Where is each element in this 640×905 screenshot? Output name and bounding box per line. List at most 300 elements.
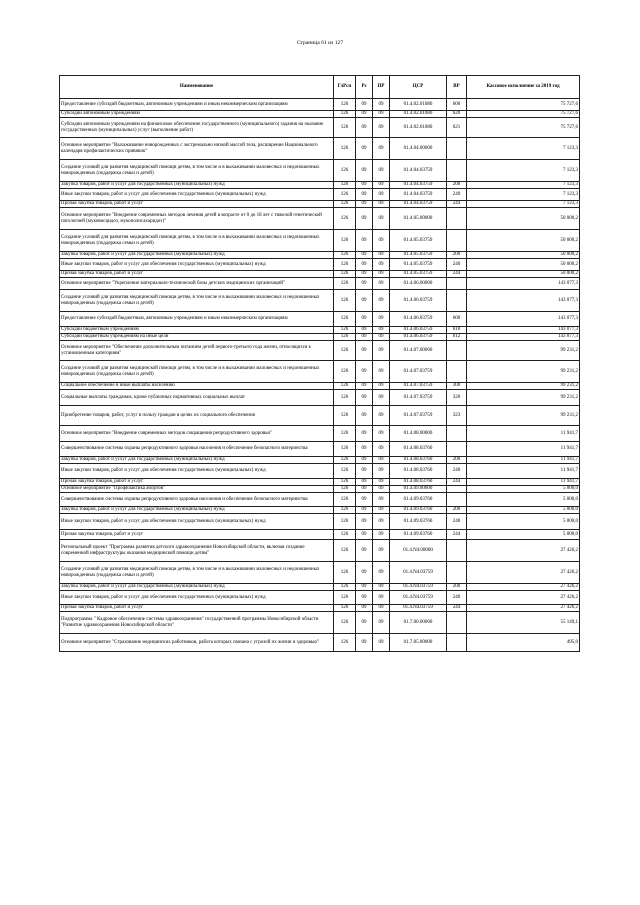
cell-grp: 126 bbox=[334, 189, 356, 201]
cell-rz: 09 bbox=[356, 271, 373, 278]
cell-csr: 01.4.09.00000 bbox=[390, 486, 447, 493]
table-row bbox=[60, 252, 580, 259]
table-row bbox=[60, 230, 580, 252]
table-row bbox=[60, 208, 580, 230]
cell-vr: 244 bbox=[447, 479, 467, 486]
cell-rz: 09 bbox=[356, 118, 373, 138]
cell-grp: 126 bbox=[334, 591, 356, 605]
cell-vr bbox=[447, 361, 467, 383]
cell-name: Создание условий для развития медицинской помощи детям, в том числе и в выхаживании маловесных и недоношенных новорожденных (поддержка семьи и детей) bbox=[60, 160, 334, 182]
cell-name: Закупка товаров, работ и услуг для государственных (муниципальных) нужд bbox=[60, 182, 334, 189]
table-row bbox=[60, 612, 580, 634]
cell-rz: 09 bbox=[356, 493, 373, 507]
table-row bbox=[60, 486, 580, 493]
cell-pr: 09 bbox=[373, 341, 390, 361]
cell-grp: 126 bbox=[334, 514, 356, 530]
table-row bbox=[60, 327, 580, 334]
table-row bbox=[60, 383, 580, 390]
cell-rz: 09 bbox=[356, 562, 373, 584]
cell-csr: 01.4.05.03759 bbox=[390, 230, 447, 252]
cell-grp: 126 bbox=[334, 493, 356, 507]
table-row bbox=[60, 591, 580, 605]
cell-grp: 126 bbox=[334, 457, 356, 464]
cell-vr: 244 bbox=[447, 530, 467, 540]
cell-csr: 01.4.05.00000 bbox=[390, 208, 447, 230]
cell-csr: 01.4.07.03759 bbox=[390, 406, 447, 426]
cell-name: Иные закупки товаров, работ и услуг для обеспечения государственных (муниципальных) нужд bbox=[60, 591, 334, 605]
cell-rz: 09 bbox=[356, 426, 373, 442]
table-row bbox=[60, 605, 580, 612]
cell-rz: 09 bbox=[356, 605, 373, 612]
cell-name: Региональный проект "Программа развития детского здравоохранения Новосибирской области, включая создание современной инфраструктуры оказания медицинской помощи детям" bbox=[60, 540, 334, 562]
cell-vr bbox=[447, 290, 467, 312]
cell-grp: 126 bbox=[334, 327, 356, 334]
cell-csr: 01.4.N4.03759 bbox=[390, 584, 447, 591]
cell-rz: 09 bbox=[356, 201, 373, 208]
cell-pr: 09 bbox=[373, 252, 390, 259]
cell-grp: 126 bbox=[334, 507, 356, 514]
table-row bbox=[60, 201, 580, 208]
cell-name: Субсидии бюджетным учреждениям на иные цели bbox=[60, 334, 334, 341]
cell-vr: 200 bbox=[447, 182, 467, 189]
cell-sum: 99 231,2 bbox=[467, 383, 580, 390]
cell-sum: 495,0 bbox=[467, 634, 580, 652]
cell-csr: 01.4.08.03760 bbox=[390, 464, 447, 479]
table-body bbox=[60, 99, 580, 652]
cell-grp: 126 bbox=[334, 99, 356, 111]
cell-vr: 600 bbox=[447, 99, 467, 111]
cell-rz: 09 bbox=[356, 341, 373, 361]
cell-name: Закупка товаров, работ и услуг для государственных (муниципальных) нужд bbox=[60, 584, 334, 591]
cell-vr: 200 bbox=[447, 457, 467, 464]
table-row bbox=[60, 271, 580, 278]
cell-pr: 09 bbox=[373, 514, 390, 530]
cell-name: Приобретение товаров, работ, услуг в пользу граждан в целях их социального обеспечения bbox=[60, 406, 334, 426]
cell-rz: 09 bbox=[356, 634, 373, 652]
cell-pr: 09 bbox=[373, 99, 390, 111]
cell-name: Социальное обеспечение и иные выплаты населению bbox=[60, 383, 334, 390]
cell-sum: 143 077,3 bbox=[467, 312, 580, 327]
cell-sum: 75 727,6 bbox=[467, 111, 580, 118]
cell-vr: 600 bbox=[447, 312, 467, 327]
cell-csr: 01.4.08.03760 bbox=[390, 479, 447, 486]
cell-vr bbox=[447, 562, 467, 584]
budget-execution-table bbox=[59, 75, 580, 652]
table-row bbox=[60, 312, 580, 327]
cell-vr: 200 bbox=[447, 252, 467, 259]
cell-rz: 09 bbox=[356, 111, 373, 118]
cell-vr bbox=[447, 612, 467, 634]
cell-name: Совершенствование системы охраны репродуктивного здоровья населения и обеспечение безопасного материнства bbox=[60, 442, 334, 457]
table-row bbox=[60, 99, 580, 111]
cell-sum: 50 000,2 bbox=[467, 208, 580, 230]
cell-sum: 27 426,2 bbox=[467, 591, 580, 605]
cell-name: Закупка товаров, работ и услуг для государственных (муниципальных) нужд bbox=[60, 252, 334, 259]
table-row bbox=[60, 562, 580, 584]
cell-sum: 5 000,0 bbox=[467, 486, 580, 493]
cell-rz: 09 bbox=[356, 230, 373, 252]
cell-csr: 01.4.06.03759 bbox=[390, 312, 447, 327]
cell-rz: 09 bbox=[356, 327, 373, 334]
cell-csr: 01.4.04.00000 bbox=[390, 138, 447, 160]
cell-pr: 09 bbox=[373, 383, 390, 390]
cell-vr bbox=[447, 486, 467, 493]
cell-rz: 09 bbox=[356, 259, 373, 271]
cell-grp: 126 bbox=[334, 605, 356, 612]
cell-grp: 126 bbox=[334, 160, 356, 182]
cell-vr: 244 bbox=[447, 271, 467, 278]
cell-sum: 5 000,0 bbox=[467, 493, 580, 507]
cell-name: Иные закупки товаров, работ и услуг для обеспечения государственных (муниципальных) нужд bbox=[60, 189, 334, 201]
cell-rz: 09 bbox=[356, 406, 373, 426]
cell-rz: 09 bbox=[356, 390, 373, 406]
table-row bbox=[60, 426, 580, 442]
cell-sum: 27 426,2 bbox=[467, 562, 580, 584]
cell-rz: 09 bbox=[356, 182, 373, 189]
cell-name: Основное мероприятие "Выхаживание новорожденных с экстремально низкой массой тела, расширение Национального календаря профилактических прививок" bbox=[60, 138, 334, 160]
cell-sum: 7 123,3 bbox=[467, 182, 580, 189]
cell-name: Подпрограмма " Кадровое обеспечение системы здравоохранения" государственной программы Новосибирской области "Развитие здравоохранения Новосибирской области" bbox=[60, 612, 334, 634]
cell-name: Прочая закупка товаров, работ и услуг bbox=[60, 479, 334, 486]
cell-rz: 09 bbox=[356, 486, 373, 493]
cell-name: Основное мероприятие "Профилактика абортов" bbox=[60, 486, 334, 493]
cell-pr: 09 bbox=[373, 271, 390, 278]
cell-sum: 5 000,0 bbox=[467, 530, 580, 540]
cell-vr bbox=[447, 278, 467, 290]
cell-sum: 11 941,7 bbox=[467, 464, 580, 479]
cell-csr: 01.4.06.03759 bbox=[390, 327, 447, 334]
cell-pr: 09 bbox=[373, 507, 390, 514]
cell-vr: 240 bbox=[447, 189, 467, 201]
cell-grp: 126 bbox=[334, 201, 356, 208]
cell-vr: 621 bbox=[447, 118, 467, 138]
cell-rz: 09 bbox=[356, 540, 373, 562]
cell-csr: 01.4.05.03759 bbox=[390, 252, 447, 259]
cell-sum: 11 941,7 bbox=[467, 457, 580, 464]
cell-pr: 09 bbox=[373, 208, 390, 230]
cell-pr: 09 bbox=[373, 230, 390, 252]
header-csr: ЦСР bbox=[390, 76, 447, 99]
cell-csr: 01.7.00.00000 bbox=[390, 612, 447, 634]
table-row bbox=[60, 390, 580, 406]
cell-vr: 200 bbox=[447, 507, 467, 514]
table-row bbox=[60, 507, 580, 514]
cell-grp: 126 bbox=[334, 390, 356, 406]
cell-name: Прочая закупка товаров, работ и услуг bbox=[60, 530, 334, 540]
cell-sum: 50 000,2 bbox=[467, 271, 580, 278]
cell-sum: 143 077,3 bbox=[467, 278, 580, 290]
table-row bbox=[60, 540, 580, 562]
cell-vr bbox=[447, 426, 467, 442]
cell-vr bbox=[447, 230, 467, 252]
cell-name: Основное мероприятие "Внедрение современных методов сокращения репродуктивного здоровья" bbox=[60, 426, 334, 442]
header-grp: ГлРсп bbox=[334, 76, 356, 99]
cell-csr: 01.4.06.00000 bbox=[390, 278, 447, 290]
table-row bbox=[60, 138, 580, 160]
cell-rz: 09 bbox=[356, 252, 373, 259]
cell-grp: 126 bbox=[334, 530, 356, 540]
cell-vr bbox=[447, 208, 467, 230]
table-row bbox=[60, 464, 580, 479]
cell-name: Субсидии автономным учреждениям на финансовое обеспечение государственного (муниципального) задания на оказание государственных (муниципальных) услуг (выполнение работ) bbox=[60, 118, 334, 138]
cell-name: Создание условий для развития медицинской помощи детям, в том числе и в выхаживании маловесных и недоношенных новорожденных (поддержка семьи и детей) bbox=[60, 562, 334, 584]
table-row bbox=[60, 189, 580, 201]
cell-pr: 09 bbox=[373, 278, 390, 290]
cell-rz: 09 bbox=[356, 208, 373, 230]
cell-sum: 99 231,2 bbox=[467, 361, 580, 383]
cell-pr: 09 bbox=[373, 111, 390, 118]
cell-grp: 126 bbox=[334, 312, 356, 327]
cell-sum: 143 077,3 bbox=[467, 327, 580, 334]
cell-grp: 126 bbox=[334, 479, 356, 486]
cell-grp: 126 bbox=[334, 562, 356, 584]
cell-grp: 126 bbox=[334, 383, 356, 390]
cell-name: Закупка товаров, работ и услуг для государственных (муниципальных) нужд bbox=[60, 507, 334, 514]
cell-pr: 09 bbox=[373, 442, 390, 457]
cell-sum: 99 231,2 bbox=[467, 406, 580, 426]
cell-sum: 99 231,2 bbox=[467, 390, 580, 406]
cell-csr: 01.4.09.03760 bbox=[390, 530, 447, 540]
cell-sum: 7 123,3 bbox=[467, 201, 580, 208]
cell-grp: 126 bbox=[334, 271, 356, 278]
cell-vr: 610 bbox=[447, 327, 467, 334]
table-row bbox=[60, 514, 580, 530]
cell-csr: 01.4.N4.00000 bbox=[390, 540, 447, 562]
cell-name: Прочая закупка товаров, работ и услуг bbox=[60, 201, 334, 208]
cell-rz: 09 bbox=[356, 361, 373, 383]
cell-sum: 50 000,2 bbox=[467, 259, 580, 271]
cell-vr bbox=[447, 160, 467, 182]
cell-sum: 7 123,3 bbox=[467, 160, 580, 182]
cell-sum: 27 426,2 bbox=[467, 605, 580, 612]
cell-vr: 200 bbox=[447, 584, 467, 591]
cell-vr: 240 bbox=[447, 259, 467, 271]
cell-sum: 5 000,0 bbox=[467, 507, 580, 514]
cell-csr: 01.4.09.03760 bbox=[390, 514, 447, 530]
cell-vr: 320 bbox=[447, 390, 467, 406]
cell-name: Основное мероприятие "Страхование медицинских работников, работа которых связана с угрозой их жизни и здоровью" bbox=[60, 634, 334, 652]
cell-rz: 09 bbox=[356, 584, 373, 591]
cell-pr: 09 bbox=[373, 530, 390, 540]
cell-csr: 01.4.04.03759 bbox=[390, 182, 447, 189]
cell-csr: 01.4.N4.03759 bbox=[390, 562, 447, 584]
cell-csr: 01.4.04.03759 bbox=[390, 189, 447, 201]
cell-pr: 09 bbox=[373, 457, 390, 464]
cell-vr: 323 bbox=[447, 406, 467, 426]
cell-grp: 126 bbox=[334, 634, 356, 652]
cell-grp: 126 bbox=[334, 182, 356, 189]
cell-pr: 09 bbox=[373, 182, 390, 189]
cell-vr bbox=[447, 138, 467, 160]
header-pr: ПР bbox=[373, 76, 390, 99]
cell-rz: 09 bbox=[356, 138, 373, 160]
cell-csr: 01.4.08.03760 bbox=[390, 457, 447, 464]
cell-csr: 01.4.05.03759 bbox=[390, 271, 447, 278]
cell-grp: 126 bbox=[334, 118, 356, 138]
cell-rz: 09 bbox=[356, 514, 373, 530]
table-row bbox=[60, 530, 580, 540]
cell-pr: 09 bbox=[373, 540, 390, 562]
cell-sum: 11 941,7 bbox=[467, 442, 580, 457]
cell-pr: 09 bbox=[373, 426, 390, 442]
cell-name: Прочая закупка товаров, работ и услуг bbox=[60, 605, 334, 612]
table-row bbox=[60, 160, 580, 182]
cell-vr bbox=[447, 493, 467, 507]
cell-grp: 126 bbox=[334, 361, 356, 383]
cell-grp: 126 bbox=[334, 290, 356, 312]
cell-name: Основное мероприятие "Внедрение современных методов лечения детей в возрасте от 0 до 18 лет с тяжелой генетической патологией (муковисцидоз, мукополисахаридоз)" bbox=[60, 208, 334, 230]
cell-grp: 126 bbox=[334, 584, 356, 591]
cell-name: Прочая закупка товаров, работ и услуг bbox=[60, 271, 334, 278]
table-row bbox=[60, 479, 580, 486]
cell-csr: 01.4.02.01080 bbox=[390, 118, 447, 138]
cell-rz: 09 bbox=[356, 189, 373, 201]
cell-csr: 01.4.04.03759 bbox=[390, 160, 447, 182]
cell-vr bbox=[447, 634, 467, 652]
cell-rz: 09 bbox=[356, 334, 373, 341]
table-row bbox=[60, 406, 580, 426]
cell-pr: 09 bbox=[373, 406, 390, 426]
cell-sum: 27 426,2 bbox=[467, 540, 580, 562]
cell-name: Основное мероприятие "Обеспечение дополнительным питанием детей первого-третьего года жизни, относящихся к установленным категориям" bbox=[60, 341, 334, 361]
cell-pr: 09 bbox=[373, 634, 390, 652]
cell-csr: 01.4.09.03760 bbox=[390, 507, 447, 514]
cell-grp: 126 bbox=[334, 341, 356, 361]
cell-pr: 09 bbox=[373, 290, 390, 312]
cell-csr: 01.4.06.03759 bbox=[390, 334, 447, 341]
cell-sum: 143 077,3 bbox=[467, 334, 580, 341]
cell-rz: 09 bbox=[356, 612, 373, 634]
cell-sum: 50 000,2 bbox=[467, 230, 580, 252]
cell-sum: 27 426,2 bbox=[467, 584, 580, 591]
cell-pr: 09 bbox=[373, 612, 390, 634]
cell-pr: 09 bbox=[373, 189, 390, 201]
cell-pr: 09 bbox=[373, 334, 390, 341]
cell-pr: 09 bbox=[373, 390, 390, 406]
cell-name: Закупка товаров, работ и услуг для государственных (муниципальных) нужд bbox=[60, 457, 334, 464]
cell-name: Создание условий для развития медицинской помощи детям, в том числе и в выхаживании маловесных и недоношенных новорожденных (поддержка семьи и детей) bbox=[60, 290, 334, 312]
cell-pr: 09 bbox=[373, 118, 390, 138]
cell-csr: 01.4.07.03759 bbox=[390, 383, 447, 390]
cell-rz: 09 bbox=[356, 591, 373, 605]
cell-rz: 09 bbox=[356, 442, 373, 457]
cell-vr: 300 bbox=[447, 383, 467, 390]
cell-rz: 09 bbox=[356, 290, 373, 312]
cell-rz: 09 bbox=[356, 160, 373, 182]
cell-pr: 09 bbox=[373, 605, 390, 612]
cell-csr: 01.4.N4.03759 bbox=[390, 605, 447, 612]
cell-sum: 11 941,7 bbox=[467, 479, 580, 486]
cell-csr: 01.4.02.01080 bbox=[390, 99, 447, 111]
cell-vr: 240 bbox=[447, 514, 467, 530]
table-header-row bbox=[60, 76, 580, 99]
table-row bbox=[60, 278, 580, 290]
cell-name: Иные закупки товаров, работ и услуг для обеспечения государственных (муниципальных) нужд bbox=[60, 464, 334, 479]
cell-rz: 09 bbox=[356, 457, 373, 464]
cell-csr: 01.4.N4.03759 bbox=[390, 591, 447, 605]
cell-pr: 09 bbox=[373, 312, 390, 327]
table-row bbox=[60, 182, 580, 189]
cell-name: Иные закупки товаров, работ и услуг для обеспечения государственных (муниципальных) нужд bbox=[60, 259, 334, 271]
header-sum: Кассовое исполнение за 2019 год bbox=[467, 76, 580, 99]
cell-rz: 09 bbox=[356, 530, 373, 540]
cell-sum: 99 231,2 bbox=[467, 341, 580, 361]
cell-csr: 01.4.06.03759 bbox=[390, 290, 447, 312]
cell-vr: 240 bbox=[447, 464, 467, 479]
cell-pr: 09 bbox=[373, 591, 390, 605]
cell-sum: 75 727,6 bbox=[467, 118, 580, 138]
table-row bbox=[60, 634, 580, 652]
cell-name: Социальные выплаты гражданам, кроме публичных нормативных социальных выплат bbox=[60, 390, 334, 406]
table-row bbox=[60, 334, 580, 341]
cell-name: Предоставление субсидий бюджетным, автономным учреждениям и иным некоммерческим организациям bbox=[60, 312, 334, 327]
cell-grp: 126 bbox=[334, 208, 356, 230]
cell-sum: 75 727,6 bbox=[467, 99, 580, 111]
cell-grp: 126 bbox=[334, 464, 356, 479]
page-number-header: Страница 61 из 127 bbox=[296, 40, 344, 46]
cell-vr: 244 bbox=[447, 605, 467, 612]
cell-sum: 55 149,1 bbox=[467, 612, 580, 634]
cell-pr: 09 bbox=[373, 486, 390, 493]
cell-csr: 01.4.04.03759 bbox=[390, 201, 447, 208]
cell-name: Создание условий для развития медицинской помощи детям, в том числе и в выхаживании маловесных и недоношенных новорожденных (поддержка семьи и детей) bbox=[60, 230, 334, 252]
cell-pr: 09 bbox=[373, 493, 390, 507]
cell-grp: 126 bbox=[334, 278, 356, 290]
cell-csr: 01.4.02.01080 bbox=[390, 111, 447, 118]
cell-csr: 01.4.08.00000 bbox=[390, 426, 447, 442]
cell-name: Предоставление субсидий бюджетным, автономным учреждениям и иным некоммерческим организациям bbox=[60, 99, 334, 111]
cell-grp: 126 bbox=[334, 540, 356, 562]
cell-grp: 126 bbox=[334, 230, 356, 252]
cell-vr bbox=[447, 540, 467, 562]
cell-csr: 01.4.07.00000 bbox=[390, 341, 447, 361]
cell-name: Субсидии автономным учреждениям bbox=[60, 111, 334, 118]
cell-csr: 01.4.08.03760 bbox=[390, 442, 447, 457]
table-row bbox=[60, 442, 580, 457]
table-row bbox=[60, 290, 580, 312]
cell-csr: 01.4.07.03759 bbox=[390, 390, 447, 406]
cell-sum: 5 000,0 bbox=[467, 514, 580, 530]
cell-grp: 126 bbox=[334, 138, 356, 160]
cell-pr: 09 bbox=[373, 138, 390, 160]
table-row bbox=[60, 259, 580, 271]
cell-rz: 09 bbox=[356, 507, 373, 514]
cell-name: Совершенствование системы охраны репродуктивного здоровья населения и обеспечение безопасного материнства bbox=[60, 493, 334, 507]
table-row bbox=[60, 118, 580, 138]
header-vr: ВР bbox=[447, 76, 467, 99]
cell-csr: 01.4.05.03759 bbox=[390, 259, 447, 271]
cell-name: Основное мероприятие "Укрепление материально-технической базы детских медицинских организаций" bbox=[60, 278, 334, 290]
cell-pr: 09 bbox=[373, 361, 390, 383]
table-row bbox=[60, 361, 580, 383]
header-name: Наименование bbox=[60, 76, 334, 99]
cell-pr: 09 bbox=[373, 201, 390, 208]
cell-name: Создание условий для развития медицинской помощи детям, в том числе и в выхаживании маловесных и недоношенных новорожденных (поддержка семьи и детей) bbox=[60, 361, 334, 383]
cell-csr: 01.7.05.00000 bbox=[390, 634, 447, 652]
cell-pr: 09 bbox=[373, 584, 390, 591]
cell-grp: 126 bbox=[334, 334, 356, 341]
cell-vr: 612 bbox=[447, 334, 467, 341]
cell-grp: 126 bbox=[334, 259, 356, 271]
cell-rz: 09 bbox=[356, 278, 373, 290]
cell-name: Иные закупки товаров, работ и услуг для обеспечения государственных (муниципальных) нужд bbox=[60, 514, 334, 530]
cell-sum: 11 941,7 bbox=[467, 426, 580, 442]
cell-sum: 143 077,3 bbox=[467, 290, 580, 312]
cell-sum: 7 123,3 bbox=[467, 189, 580, 201]
cell-vr: 244 bbox=[447, 201, 467, 208]
cell-grp: 126 bbox=[334, 111, 356, 118]
cell-rz: 09 bbox=[356, 383, 373, 390]
